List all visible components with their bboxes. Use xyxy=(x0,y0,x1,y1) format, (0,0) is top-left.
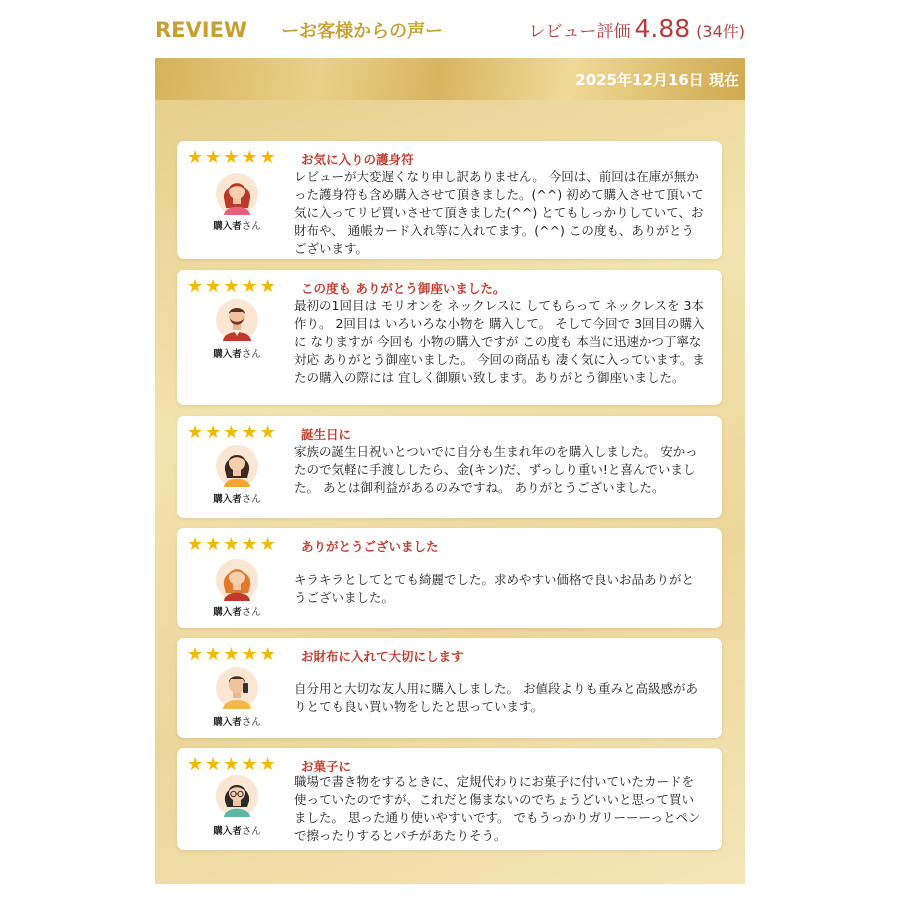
review-card xyxy=(177,748,722,850)
star-icon: ★ xyxy=(187,754,204,775)
star-icon: ★ xyxy=(259,147,276,168)
star-icon: ★ xyxy=(205,147,222,168)
star-icon: ★ xyxy=(259,644,276,665)
star-icon: ★ xyxy=(223,147,240,168)
star-icon: ★ xyxy=(187,534,204,555)
review-title: ありがとうございました xyxy=(301,539,439,554)
woman-glasses-avatar-icon xyxy=(215,774,259,818)
star-icon: ★ xyxy=(241,754,258,775)
star-rating xyxy=(187,756,278,774)
star-icon: ★ xyxy=(259,276,276,297)
review-body: 最初の1回目は モリオンを ネックレスに してもらって ネックレスを 3本 作り。 2回目は いろいろな小物を 購入して。 そして今回で 3回目の購入に なりますが 今回も 小物の購入ですが この度も 本当に迅速かつ丁寧な対応 ありがとう御座いました。 今回の商品も 凄く気に入っています。またの購入の際には 宜しく御願い致します。ありがとう御座いました。 xyxy=(294,298,705,385)
man-phone-avatar-icon xyxy=(215,666,259,710)
buyer-label: 購入者さん xyxy=(213,494,261,505)
star-icon: ★ xyxy=(205,276,222,297)
buyer-label: 購入者さん xyxy=(213,221,261,232)
review-body: キラキラとしてとても綺麗でした。求めやすい価格で良いお品ありがとうございました。 xyxy=(294,572,695,605)
woman-red-hair-avatar-icon xyxy=(215,172,259,216)
star-rating xyxy=(187,149,278,167)
review-title: 誕生日に xyxy=(301,427,352,442)
review-card xyxy=(177,416,722,518)
buyer-label: 購入者さん xyxy=(213,349,261,360)
star-icon: ★ xyxy=(241,276,258,297)
date-text: 2025年12月16日 現在 xyxy=(575,70,739,89)
buyer-label: 購入者さん xyxy=(213,717,261,728)
star-icon: ★ xyxy=(187,147,204,168)
star-icon: ★ xyxy=(205,534,222,555)
star-rating xyxy=(187,424,278,442)
star-icon: ★ xyxy=(241,644,258,665)
page-header xyxy=(155,14,745,50)
star-icon: ★ xyxy=(223,534,240,555)
review-card xyxy=(177,638,722,738)
rating-label: レビュー評価 xyxy=(528,22,631,42)
rating-count: (34件) xyxy=(696,22,745,41)
buyer-label: 購入者さん xyxy=(213,607,261,618)
review-title: この度も ありがとう御座いました。 xyxy=(301,281,506,296)
star-icon: ★ xyxy=(259,534,276,555)
star-rating xyxy=(187,646,278,664)
review-card xyxy=(177,141,722,259)
star-icon: ★ xyxy=(241,422,258,443)
star-icon: ★ xyxy=(187,276,204,297)
star-icon: ★ xyxy=(241,147,258,168)
star-icon: ★ xyxy=(187,644,204,665)
star-icon: ★ xyxy=(223,644,240,665)
date-banner xyxy=(155,58,745,100)
review-title: お気に入りの護身符 xyxy=(301,152,414,167)
star-icon: ★ xyxy=(187,422,204,443)
review-body: 自分用と大切な友人用に購入しました。 お値段よりも重みと高級感がありとても良い買い物をしたと思っています。 xyxy=(294,681,698,714)
rating-score: 4.88 xyxy=(634,14,691,43)
review-subtitle: ーお客様からの声ー xyxy=(281,21,444,42)
review-card xyxy=(177,528,722,628)
star-rating xyxy=(187,536,278,554)
star-icon: ★ xyxy=(241,534,258,555)
review-heading: REVIEW xyxy=(155,18,248,42)
woman-dark-hair-avatar-icon xyxy=(215,444,259,488)
review-title: お財布に入れて大切にします xyxy=(301,649,464,664)
star-icon: ★ xyxy=(223,754,240,775)
star-icon: ★ xyxy=(223,276,240,297)
review-body: 職場で書き物をするときに、定規代わりにお菓子に付いていたカードを使っていたのですが、これだと傷まないのでちょうどいいと思って買いました。 思った通り使いやすいです。 でもうっかりガリーーーっとペンで擦ったりするとパチがあたりそう。 xyxy=(294,774,701,843)
star-icon: ★ xyxy=(205,422,222,443)
star-icon: ★ xyxy=(259,754,276,775)
star-icon: ★ xyxy=(205,754,222,775)
star-rating xyxy=(187,278,278,296)
man-beard-avatar-icon xyxy=(215,298,259,342)
star-icon: ★ xyxy=(259,422,276,443)
review-body: 家族の誕生日祝いとついでに自分も生まれ年のを購入しました。 安かったので気軽に手渡ししたら、金(キン)だ、ずっしり重い!と喜んでいました。 あとは御利益があるのみですね。 ありがとうございました。 xyxy=(294,444,698,495)
star-icon: ★ xyxy=(205,644,222,665)
star-icon: ★ xyxy=(223,422,240,443)
review-card xyxy=(177,270,722,405)
buyer-label: 購入者さん xyxy=(213,826,261,837)
review-body: レビューが大変遅くなり申し訳ありません。 今回は、前回は在庫が無かった護身符も含め購入させて頂きました。(^^) 初めて購入させて頂いて気に入ってリピ買いさせて頂きました(^^) とてもしっかりしていて、お財布や、 通帳カード入れ等に入れてます。(^^) この度も、ありがとうございます。 xyxy=(294,169,704,256)
rating-summary xyxy=(528,14,745,43)
review-title: お菓子に xyxy=(301,759,352,774)
woman-orange-hair-avatar-icon xyxy=(215,558,259,602)
